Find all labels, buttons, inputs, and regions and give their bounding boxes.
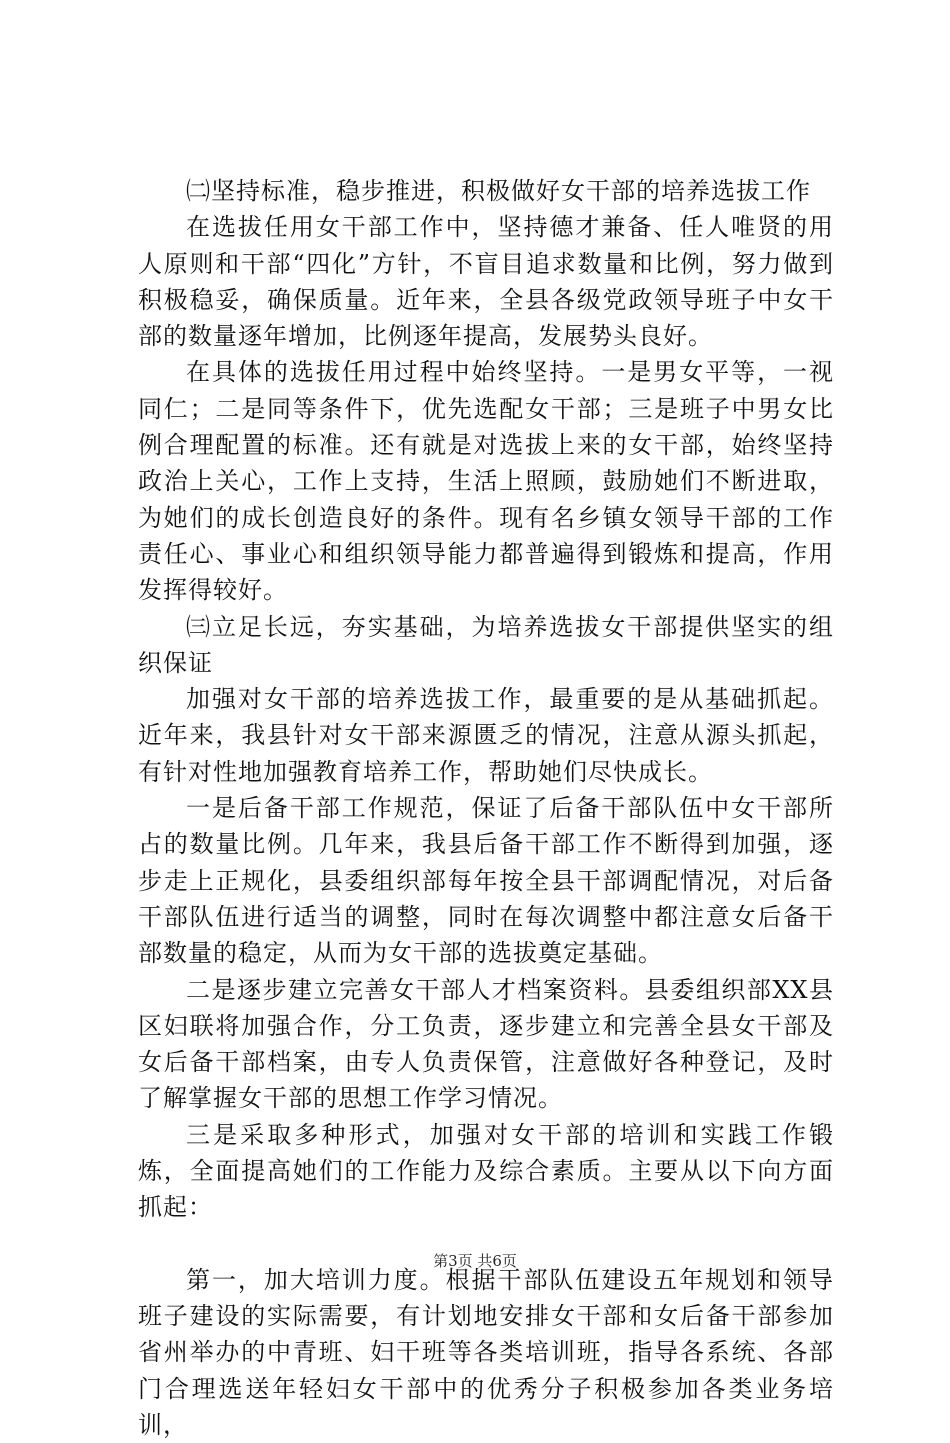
paragraph: 二是逐步建立完善女干部人才档案资料。县委组织部XX县区妇联将加强合作，分工负责，逐步建立和完善全县女干部及女后备干部档案，由专人负责保管，注意做好各种登记，及时了解掌握女干部的思想工作学习情况。 bbox=[138, 975, 834, 1113]
section-heading-2: ㈡坚持标准，稳步推进，积极做好女干部的培养选拔工作 bbox=[186, 177, 811, 205]
paragraph: 在选拔任用女干部工作中，坚持德才兼备、任人唯贤的用人原则和干部“四化”方针，不盲目追求数量和比例，努力做到积极稳妥，确保质量。近年来，全县各级党政领导班子中女干部的数量逐年增加，比例逐年提高，发展势头良好。 bbox=[138, 213, 834, 351]
paragraph: 三是采取多种形式，加强对女干部的培训和实践工作锻炼，全面提高她们的工作能力及综合素质。主要从以下向方面抓起： bbox=[138, 1120, 834, 1222]
paragraph: 第一，加大培训力度。根据干部队伍建设五年规划和领导班子建设的实际需要，有计划地安排女干部和女后备干部参加省州举办的中青班、妇干班等各类培训班，指导各系统、各部门合理选送年轻妇女干部中的优秀分子积极参加各类业务培训， bbox=[138, 1265, 834, 1439]
paragraph: 加强对女干部的培养选拔工作，最重要的是从基础抓起。近年来，我县针对女干部来源匮乏的情况，注意从源头抓起，有针对性地加强教育培养工作，帮助她们尽快成长。 bbox=[138, 685, 834, 786]
page-footer: 第3页 共6页 bbox=[433, 1252, 517, 1270]
paragraph: 在具体的选拔任用过程中始终坚持。一是男女平等，一视同仁；二是同等条件下，优先选配女干部；三是班子中男女比例合理配置的标准。还有就是对选拔上来的女干部，始终坚持政治上关心，工作上支持，生活上照顾，鼓励她们不断进取，为她们的成长创造良好的条件。现有名乡镇女领导干部的工作责任心、事业心和组织领导能力都普遍得到锻炼和提高，作用发挥得较好。 bbox=[138, 358, 834, 605]
section-heading-3: ㈢立足长远，夯实基础，为培养选拔女干部提供坚实的组织保证 bbox=[138, 612, 834, 677]
paragraph: 一是后备干部工作规范，保证了后备干部队伍中女干部所占的数量比例。几年来，我县后备干部工作不断得到加强，逐步走上正规化，县委组织部每年按全县干部调配情况，对后备干部队伍进行适当的调整，同时在每次调整中都注意女后备干部数量的稳定，从而为女干部的选拔奠定基础。 bbox=[138, 794, 834, 968]
